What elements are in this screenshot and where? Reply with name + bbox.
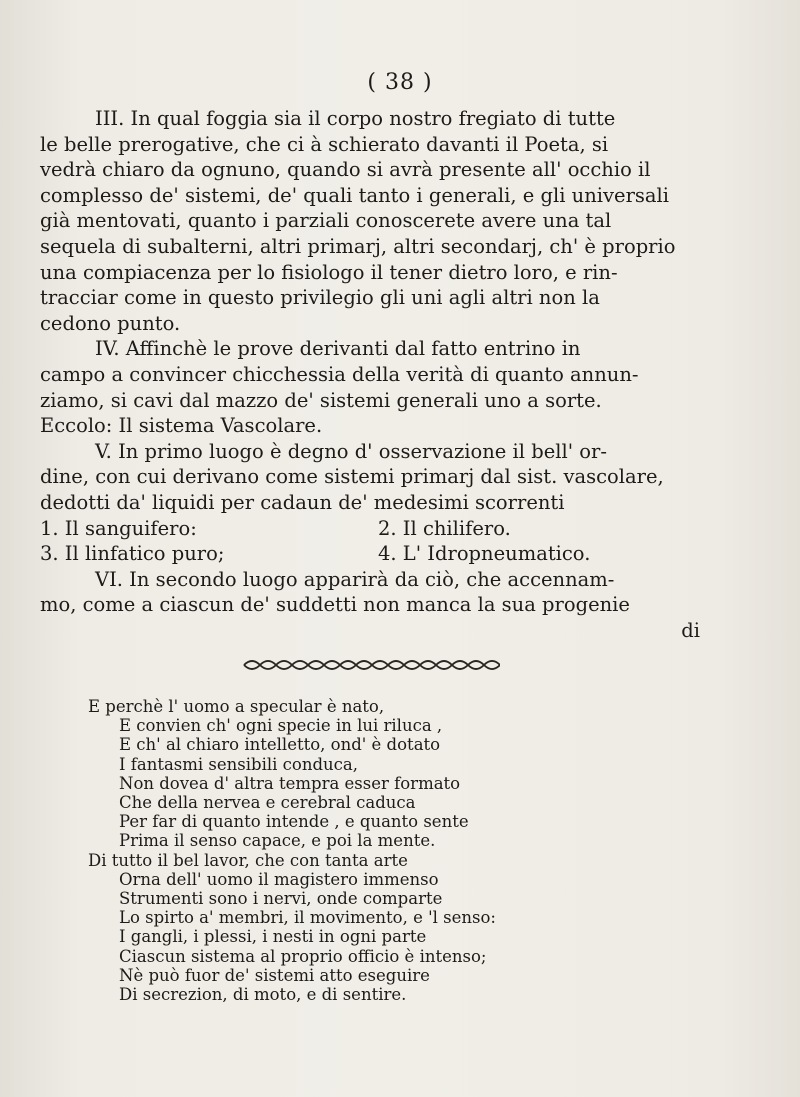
system-list-row <box>40 541 700 567</box>
list-item: 2. Il chilifero. <box>378 516 511 540</box>
verse-line: Strumenti sono i nervi, onde comparte <box>119 889 443 909</box>
text-line: complesso de' sistemi, de' quali tanto i generali, e gli universali <box>40 183 670 207</box>
verse-line: Per far di quanto intende , e quanto sente <box>119 812 469 832</box>
prose-line <box>40 362 700 388</box>
text-line: Eccolo: Il sistema Vascolare. <box>40 414 323 438</box>
prose-line <box>40 132 700 158</box>
verse-line: Nè può fuor de' sistemi atto eseguire <box>119 965 430 985</box>
text-line: campo a convincer chicchessia della verità di quanto annun- <box>40 362 639 386</box>
verse-line: Di secrezion, di moto, e di sentire. <box>119 985 407 1005</box>
verse-line: E convien ch' ogni specie in lui riluca , <box>119 716 443 736</box>
prose-line <box>40 592 700 618</box>
prose-line <box>40 413 700 439</box>
verse-line: E ch' al chiaro intelletto, ond' è dotato <box>119 735 441 755</box>
poem-stanzas <box>88 697 608 1004</box>
text-line: cedono punto. <box>40 311 181 335</box>
text-line: già mentovati, quanto i parziali conoscerete avere una tal <box>40 209 612 233</box>
verse-line: Che della nervea e cerebral caduca <box>119 793 416 813</box>
ornament-divider <box>240 657 500 673</box>
verse-line: I fantasmi sensibili conduca, <box>119 754 358 774</box>
text-line: mo, come a ciascun de' suddetti non manca la sua progenie <box>40 593 630 617</box>
page-number: ( 38 ) <box>367 70 433 95</box>
prose-line <box>40 260 700 286</box>
text-line: sequela di subalterni, altri primarj, altri secondarj, ch' è proprio <box>40 234 676 258</box>
prose-body <box>40 106 700 643</box>
verse-line: Ciascun sistema al proprio officio è intenso; <box>119 946 487 966</box>
prose-line <box>40 285 700 311</box>
verse-line: Prima il senso capace, e poi la mente. <box>119 831 436 851</box>
prose-line <box>40 464 700 490</box>
list-item: 3. Il linfatico puro; <box>40 542 225 566</box>
verse-line: Orna dell' uomo il magistero immenso <box>119 869 439 889</box>
list-item: 4. L' Idropneumatico. <box>378 542 591 566</box>
verse-line: I gangli, i plessi, i nesti in ogni parte <box>119 927 427 947</box>
system-list-row <box>40 516 700 542</box>
prose-line <box>40 208 700 234</box>
text-line: vedrà chiaro da ognuno, quando si avrà presente all' occhio il <box>40 158 651 182</box>
prose-line <box>40 618 700 644</box>
prose-line <box>40 439 700 465</box>
verse-line: Lo spirto a' membri, il movimento, e 'l senso: <box>119 908 496 928</box>
text-line: V. In primo luogo è degno d' osservazione il bell' or- <box>95 439 607 463</box>
prose-line <box>40 157 700 183</box>
text-line: dine, con cui derivano come sistemi primarj dal sist. vascolare, <box>40 465 664 489</box>
verse-line: Non dovea d' altra tempra esser formato <box>119 773 461 793</box>
prose-line <box>40 490 700 516</box>
text-line: VI. In secondo luogo apparirà da ciò, che accennam- <box>95 567 615 591</box>
prose-line <box>40 234 700 260</box>
prose-line <box>40 311 700 337</box>
text-line: IV. Affinchè le prove derivanti dal fatto entrino in <box>95 337 581 361</box>
verse-line: E perchè l' uomo a specular è nato, <box>88 697 385 716</box>
verse-line: Di tutto il bel lavor, che con tanta arte <box>88 850 408 870</box>
catchword: di <box>681 618 700 642</box>
text-line: III. In qual foggia sia il corpo nostro fregiato di tutte <box>95 107 616 130</box>
text-line: ziamo, si cavi dal mazzo de' sistemi generali uno a sorte. <box>40 388 602 412</box>
prose-line <box>40 388 700 414</box>
text-line: tracciar come in questo privilegio gli uni agli altri non la <box>40 286 600 310</box>
prose-line <box>40 336 700 362</box>
text-line: le belle prerogative, che ci à schierato davanti il Poeta, si <box>40 132 609 156</box>
list-item: 1. Il sanguifero: <box>40 516 197 540</box>
prose-line <box>40 567 700 593</box>
prose-line <box>40 183 700 209</box>
prose-line <box>40 106 700 132</box>
text-line: una compiacenza per lo fisiologo il tener dietro loro, e rin- <box>40 260 618 284</box>
text-line: dedotti da' liquidi per cadaun de' medesimi scorrenti <box>40 490 565 514</box>
